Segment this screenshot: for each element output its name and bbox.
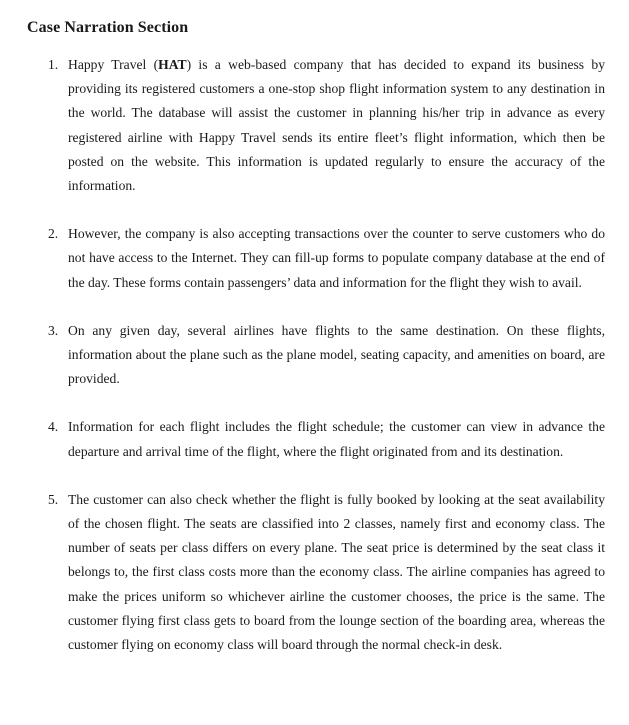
list-item xyxy=(48,488,605,657)
list-item-number: 4. xyxy=(48,419,59,435)
list-item-number: 3. xyxy=(48,322,59,338)
list-item-text xyxy=(68,53,605,198)
list-item-text-pre: Happy Travel ( xyxy=(68,57,159,72)
list-item-number: 2. xyxy=(48,226,59,242)
list-item-number: 5. xyxy=(48,491,59,507)
list-item-text: However, the company is also accepting transactions over the counter to serve customers who do not have access to the Internet. They can fill-up forms to populate company database at the end of the day. These forms contain passengers’ data and information for the flight they wish to avail. xyxy=(68,226,605,290)
list-item xyxy=(48,222,605,295)
list-item-text: On any given day, several airlines have flights to the same destination. On these flights, information about the plane such as the plane model, seating capacity, and amenities on board, are provided. xyxy=(68,322,605,387)
list-item xyxy=(48,319,605,392)
section-title: Case Narration Section xyxy=(27,19,189,36)
narration-list xyxy=(48,53,605,681)
list-item-text: Information for each flight includes the flight schedule; the customer can view in advance the departure and arrival time of the flight, where the flight originated from and its destination. xyxy=(68,419,605,459)
list-item xyxy=(48,53,605,198)
list-item-text: The customer can also check whether the flight is fully booked by looking at the seat availability of the chosen flight. The seats are classified into 2 classes, namely first and economy class. The number of seats per class differs on every plane. The seat price is determined by the seat class it belongs to, the first class costs more than the economy class. The airline companies has agreed to make the prices uniform so whichever airline the customer chooses, the price is the same. The customer flying first class gets to board from the lounge section of the boarding area, whereas the customer flying on economy class will board through the normal check-in desk. xyxy=(68,491,605,653)
company-abbreviation: HAT xyxy=(158,57,187,72)
list-item-text-post: ) is a web-based company that has decided to expand its business by providing its registered customers a one-stop shop flight information system to any destination in the world. The database will assist the customer in planning his/her trip in advance as every registered airline with Happy Travel sends its entire fleet’s flight information, which then be posted on the website. This information is updated regularly to ensure the accuracy of the information. xyxy=(68,57,605,194)
list-item xyxy=(48,415,605,463)
list-item-number: 1. xyxy=(48,57,59,72)
